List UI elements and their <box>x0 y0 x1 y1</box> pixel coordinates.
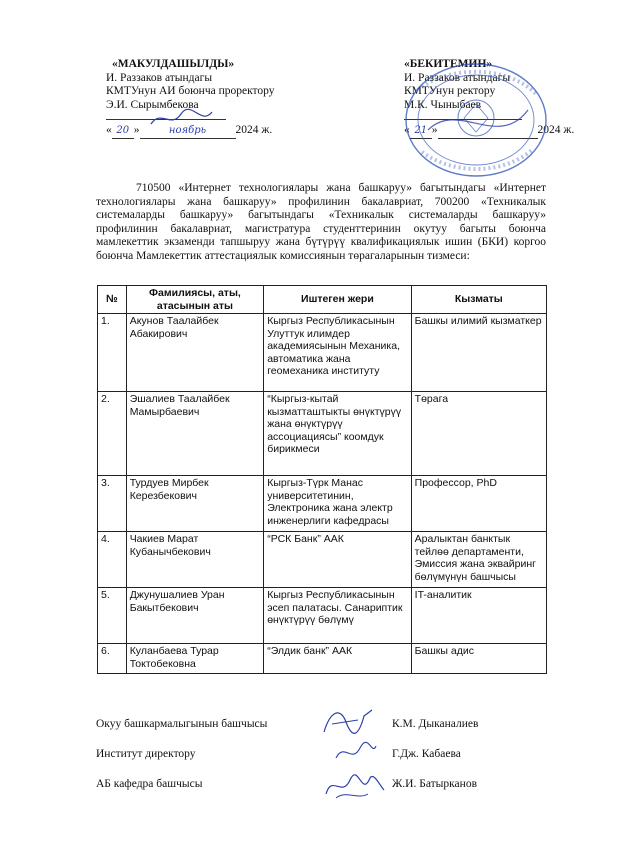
left-approval-block <box>106 58 336 139</box>
row-name: Турдуев Мирбек Керезбекович <box>126 476 264 532</box>
table-row <box>98 588 547 644</box>
left-handwritten-signature <box>146 104 216 132</box>
table-row <box>98 644 547 674</box>
row-number: 2. <box>98 392 127 476</box>
commission-table <box>97 285 547 674</box>
row-number: 5. <box>98 588 127 644</box>
left-date-year: 2024 ж. <box>235 124 273 136</box>
table-row <box>98 476 547 532</box>
signature-row <box>96 748 556 764</box>
row-name: Эшалиев Таалайбек Мамырбаевич <box>126 392 264 476</box>
row-name: Куланбаева Турар Токтобековна <box>126 644 264 674</box>
left-date-open-quote: « <box>106 124 112 136</box>
col-header-name: Фамилиясы, аты, атасынын аты <box>126 286 264 314</box>
intro-paragraph: 710500 «Интернет технологиялары жана башкаруу» багытындагы «Интернет технологиялары жана башкаруу» профилинин бакалавриат, 700200 «Техникалык системаларды башкаруу» багытындагы «Техникалык системаларды башкаруу» профилинин бакалавриат, магистратура студенттеринин окутуу багыты боюнча мамлекеттик экзаменди тапшыруу жана бүтүрүү квалификациялык ишин (БКИ) коргоо боюнча Мамлекеттик аттестациялык комиссиянын төрагаларынын тизмеси: <box>96 182 546 262</box>
right-approval-header: «БЕКИТЕМИН» <box>404 58 493 70</box>
left-date-day: 20 <box>112 124 134 139</box>
row-workplace: “РСК Банк” ААК <box>264 532 411 588</box>
row-number: 4. <box>98 532 127 588</box>
left-approval-line1: И. Раззаков атындагы <box>106 71 213 84</box>
left-date-month: ноябрь <box>140 124 236 139</box>
table-row <box>98 392 547 476</box>
row-workplace: Кыргыз Республикасынын Улуттук илимдер академиясынын Механика, автоматика жана геомеханика институту <box>264 314 411 392</box>
right-approval-line1: И. Раззаков атындагы <box>404 71 511 84</box>
right-approval-line3: М.К. Чыныбаев <box>404 98 482 111</box>
table-header-row <box>98 286 547 314</box>
signer-position: АБ кафедра башчысы <box>96 778 203 790</box>
row-workplace: Кыргыз Республикасынын эсеп палатасы. Санариптик өнүктүрүү бөлүмү <box>264 588 411 644</box>
handwritten-signature-2 <box>330 738 380 766</box>
left-date-line <box>106 124 336 139</box>
left-approval-header: «МАКУЛДАШЫЛДЫ» <box>112 58 235 70</box>
row-number: 1. <box>98 314 127 392</box>
row-position: Аралыктан банктык тейлөө департаменти, Эмиссия жана эквайринг бөлүмүнүн башчысы <box>411 532 546 588</box>
row-workplace: “Элдик банк” ААК <box>264 644 411 674</box>
table-row <box>98 532 547 588</box>
handwritten-signature-1 <box>318 702 378 740</box>
official-stamp-icon <box>398 60 550 178</box>
signer-name: Г.Дж. Кабаева <box>392 748 461 760</box>
row-name: Джунушалиев Уран Бакытбекович <box>126 588 264 644</box>
row-number: 6. <box>98 644 127 674</box>
left-date-close-quote: » <box>133 124 140 136</box>
row-position: Башкы адис <box>411 644 546 674</box>
row-workplace: “Кыргыз-кытай кызматташтыкты өнүктүрүү жана өнүктүрүү ассоциациясы” коомдук бирикмеси <box>264 392 411 476</box>
row-position: Башкы илимий кызматкер <box>411 314 546 392</box>
right-date-year: 2024 ж. <box>537 124 575 136</box>
signer-name: Ж.И. Батырканов <box>392 778 477 790</box>
signer-position: Окуу башкармалыгынын башчысы <box>96 718 268 730</box>
row-position: Профессор, PhD <box>411 476 546 532</box>
right-approval-line2: КМТУнун ректору <box>404 85 496 97</box>
signer-name: К.М. Дыканалиев <box>392 718 479 730</box>
row-position: Төрага <box>411 392 546 476</box>
row-position: IT-аналитик <box>411 588 546 644</box>
right-date-close-quote: » <box>431 124 438 136</box>
row-workplace: Кыргыз-Түрк Манас университетинин, Электроника жана электр инженерлиги кафедрасы <box>264 476 411 532</box>
col-header-workplace: Иштеген жери <box>264 286 411 314</box>
col-header-position: Кызматы <box>411 286 546 314</box>
left-approval-line3: Э.И. Сырымбекова <box>106 98 199 111</box>
row-name: Чакиев Марат Кубанычбекович <box>126 532 264 588</box>
row-name: Акунов Таалайбек Абакирович <box>126 314 264 392</box>
right-date-day: 21 <box>410 124 432 139</box>
left-approval-line2: КМТУнун АИ боюнча проректору <box>106 85 275 97</box>
signer-position: Институт директору <box>96 748 196 760</box>
col-header-number: № <box>98 286 127 314</box>
row-number: 3. <box>98 476 127 532</box>
table-row <box>98 314 547 392</box>
right-date-open-quote: « <box>404 124 410 136</box>
handwritten-signature-3 <box>322 768 386 804</box>
